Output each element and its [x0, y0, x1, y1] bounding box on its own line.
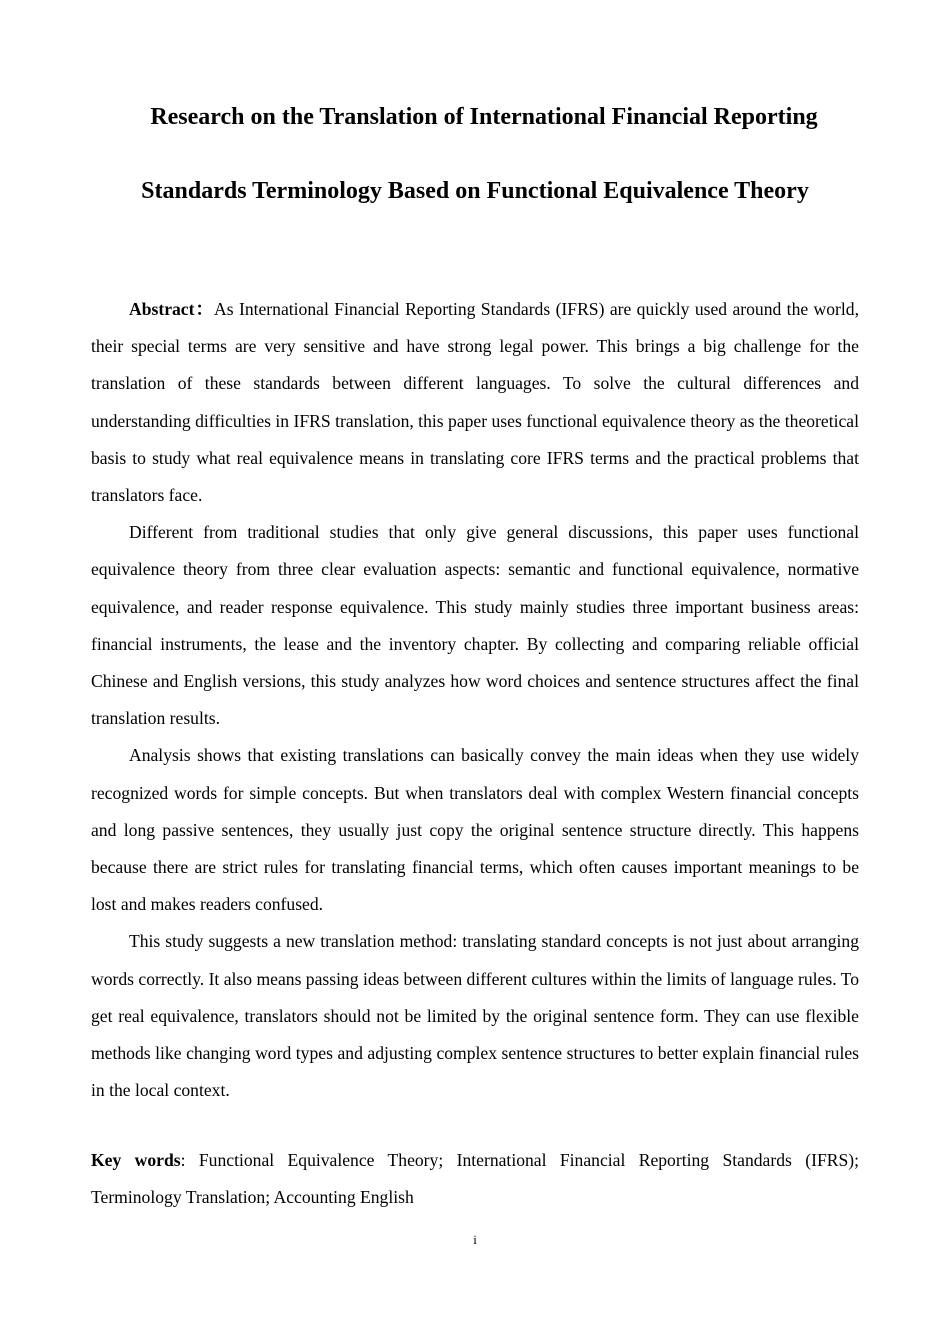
- abstract-section: [91, 291, 859, 1109]
- page-number: i: [473, 1232, 477, 1247]
- abstract-paragraph: This study suggests a new translation method: translating standard concepts is not just about arranging words correctly. It also means passing ideas between different cultures within the limits of language rules. To get real equivalence, translators should not be limited by the original sentence form. They can use flexible methods like changing word types and adjusting complex sentence structures to better explain financial rules in the local context.: [91, 931, 859, 1101]
- keywords-section: [91, 1142, 859, 1216]
- abstract-paragraph: Analysis shows that existing translations can basically convey the main ideas when they use widely recognized words for simple concepts. But when translators deal with complex Western financial concepts and long passive sentences, they usually just copy the original sentence structure directly. This happens because there are strict rules for translating financial terms, which often causes important meanings to be lost and makes readers confused.: [91, 745, 859, 915]
- keywords-text: : Functional Equivalence Theory; International Financial Reporting Standards (IFRS); Terminology Translation; Accounting English: [91, 1150, 860, 1208]
- paper-title-line-2: Standards Terminology Based on Functional Equivalence Theory: [141, 178, 809, 204]
- keywords-label: Key words: [91, 1150, 181, 1170]
- abstract-paragraph: Different from traditional studies that only give general discussions, this paper uses functional equivalence theory from three clear evaluation aspects: semantic and functional equivalence, normative equivalence, and reader response equivalence. This study mainly studies three important business areas: financial instruments, the lease and the inventory chapter. By collecting and comparing reliable official Chinese and English versions, this study analyzes how word choices and sentence structures affect the final translation results.: [91, 522, 859, 729]
- abstract-paragraph: [91, 291, 859, 514]
- paper-title-line-1: Research on the Translation of International Financial Reporting: [150, 104, 818, 130]
- keywords-paragraph: [91, 1142, 859, 1216]
- abstract-paragraph-text: As International Financial Reporting Standards (IFRS) are quickly used around the world, their special terms are very sensitive and have strong legal power. This brings a big challenge for the translation of these standards between different languages. To solve the cultural differences and understanding difficulties in IFRS translation, this paper uses functional equivalence theory as the theoretical basis to study what real equivalence means in translating core IFRS terms and the practical problems that translators face.: [91, 299, 859, 506]
- abstract-label: Abstract：: [129, 299, 215, 319]
